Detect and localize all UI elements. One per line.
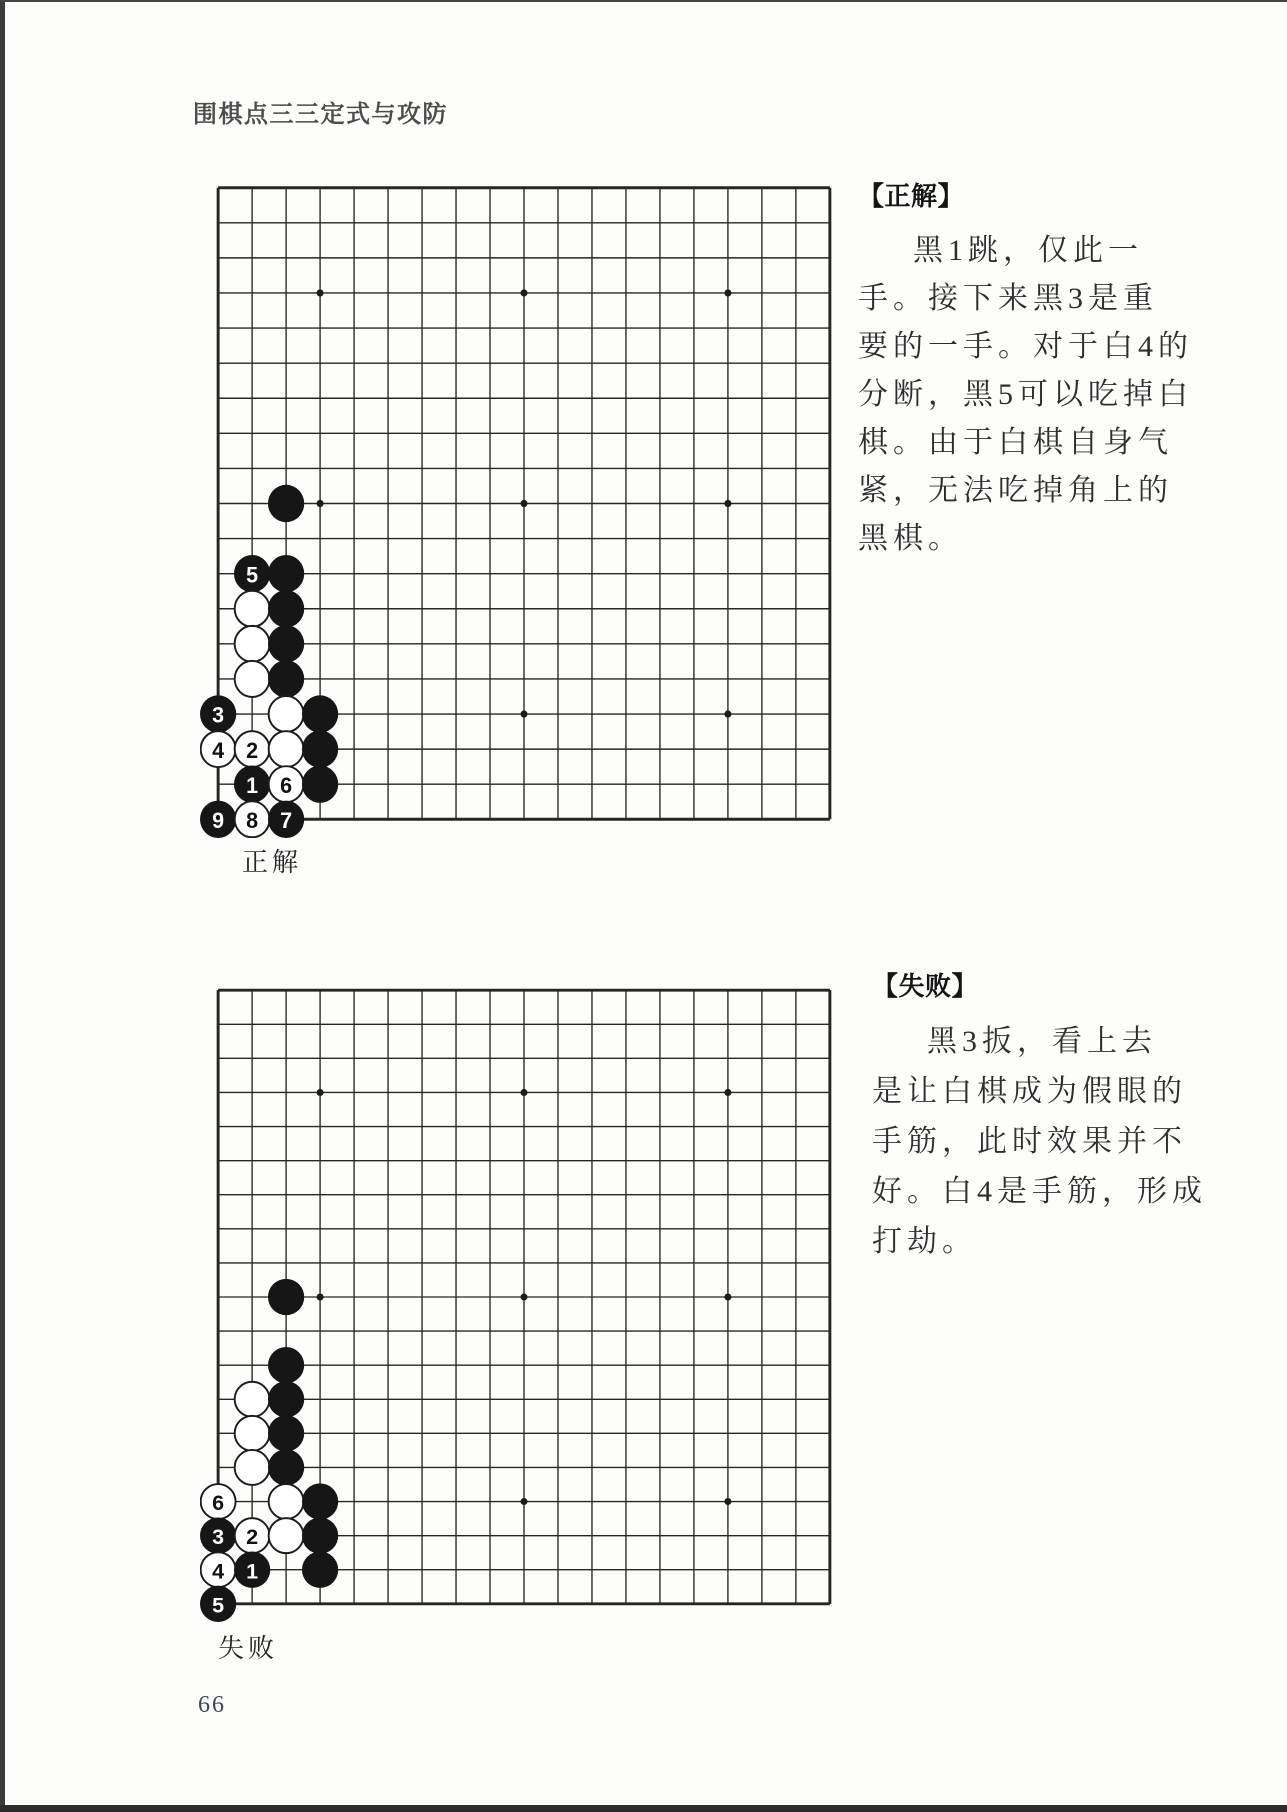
scan-border-bottom (0, 1805, 1287, 1812)
star-point (317, 1089, 324, 1096)
scan-border-top (0, 0, 1287, 2)
correct-answer-section (858, 176, 1198, 563)
star-point (724, 289, 731, 296)
star-point (317, 500, 324, 507)
star-point (317, 289, 324, 296)
black-stone (302, 695, 338, 732)
move-number-label: 6 (212, 1490, 225, 1516)
white-stone (269, 1518, 304, 1553)
star-point (520, 289, 527, 296)
body-text-line: 棋。由于白棋自身气 (858, 426, 1173, 459)
move-number-label: 5 (246, 562, 259, 588)
go-board-correct (200, 169, 848, 838)
star-point (520, 1089, 527, 1096)
failure-section (872, 966, 1212, 1267)
body-text-line: 好。白4是手筋，形成 (872, 1175, 1207, 1208)
go-board-svg (200, 972, 848, 1622)
star-point (724, 500, 731, 507)
white-stone (269, 1484, 304, 1519)
page-number: 66 (198, 1692, 226, 1718)
black-stone (268, 625, 304, 662)
black-stone (268, 1449, 304, 1485)
black-stone (268, 555, 304, 592)
body-text-line: 手。接下来黑3是重 (858, 282, 1158, 315)
move-number-label: 2 (246, 1524, 259, 1550)
move-number-label: 9 (212, 807, 225, 834)
black-stone (268, 660, 304, 697)
section-heading-failure: 【失败】 (872, 971, 979, 1001)
black-stone (302, 765, 338, 802)
body-text-line: 手筋，此时效果并不 (872, 1125, 1187, 1158)
move-number-label: 4 (212, 737, 225, 763)
move-number-label: 3 (212, 702, 225, 728)
go-board-svg (200, 169, 848, 838)
black-stone (268, 1347, 304, 1383)
body-text-line: 打劫。 (872, 1225, 977, 1258)
white-stone (235, 1450, 270, 1485)
white-stone (235, 626, 270, 662)
move-number-label: 6 (280, 772, 293, 799)
black-stone (268, 1415, 304, 1451)
black-stone (302, 1517, 338, 1553)
body-text-line: 黑3扳，看上去 (927, 1025, 1157, 1058)
white-stone (235, 1416, 270, 1451)
white-stone (269, 731, 304, 767)
move-number-label: 8 (246, 807, 259, 834)
black-stone (268, 1279, 304, 1315)
body-text-line: 紧，无法吃掉角上的 (858, 474, 1173, 507)
star-point (520, 500, 527, 507)
star-point (724, 1498, 731, 1505)
black-stone (268, 1381, 304, 1417)
white-stone (235, 591, 270, 627)
move-number-label: 2 (246, 737, 259, 763)
body-text-line: 要的一手。对于白4的 (858, 330, 1193, 363)
white-stone (235, 1382, 270, 1417)
body-text-line: 是让白棋成为假眼的 (872, 1075, 1187, 1108)
book-title-header: 围棋点三三定式与攻防 (193, 102, 448, 128)
star-point (520, 1293, 527, 1300)
star-point (724, 1089, 731, 1096)
black-stone (302, 730, 338, 767)
section-body-correct (858, 227, 1198, 563)
scan-border-left (0, 0, 5, 1812)
board-caption-failure: 失败 (218, 1634, 279, 1663)
move-number-label: 7 (280, 807, 293, 834)
star-point (520, 1498, 527, 1505)
body-text-line: 分断，黑5可以吃掉白 (858, 378, 1193, 411)
board-caption-correct: 正解 (242, 848, 303, 877)
white-stone (269, 696, 304, 732)
star-point (724, 1293, 731, 1300)
section-heading-correct: 【正解】 (858, 181, 965, 211)
go-board-failure (200, 972, 848, 1622)
move-number-label: 1 (246, 1558, 259, 1584)
move-number-label: 4 (212, 1558, 225, 1584)
move-number-label: 3 (212, 1524, 225, 1550)
body-text-line: 黑棋。 (858, 522, 963, 555)
star-point (724, 710, 731, 717)
body-text-line: 黑1跳，仅此一 (913, 234, 1143, 267)
black-stone (268, 485, 304, 522)
star-point (520, 710, 527, 717)
black-stone (302, 1483, 338, 1519)
white-stone (235, 661, 270, 697)
section-body-failure (872, 1017, 1212, 1267)
move-number-label: 1 (246, 772, 259, 799)
black-stone (302, 1552, 338, 1588)
star-point (317, 1293, 324, 1300)
move-number-label: 5 (212, 1592, 225, 1618)
black-stone (268, 590, 304, 627)
